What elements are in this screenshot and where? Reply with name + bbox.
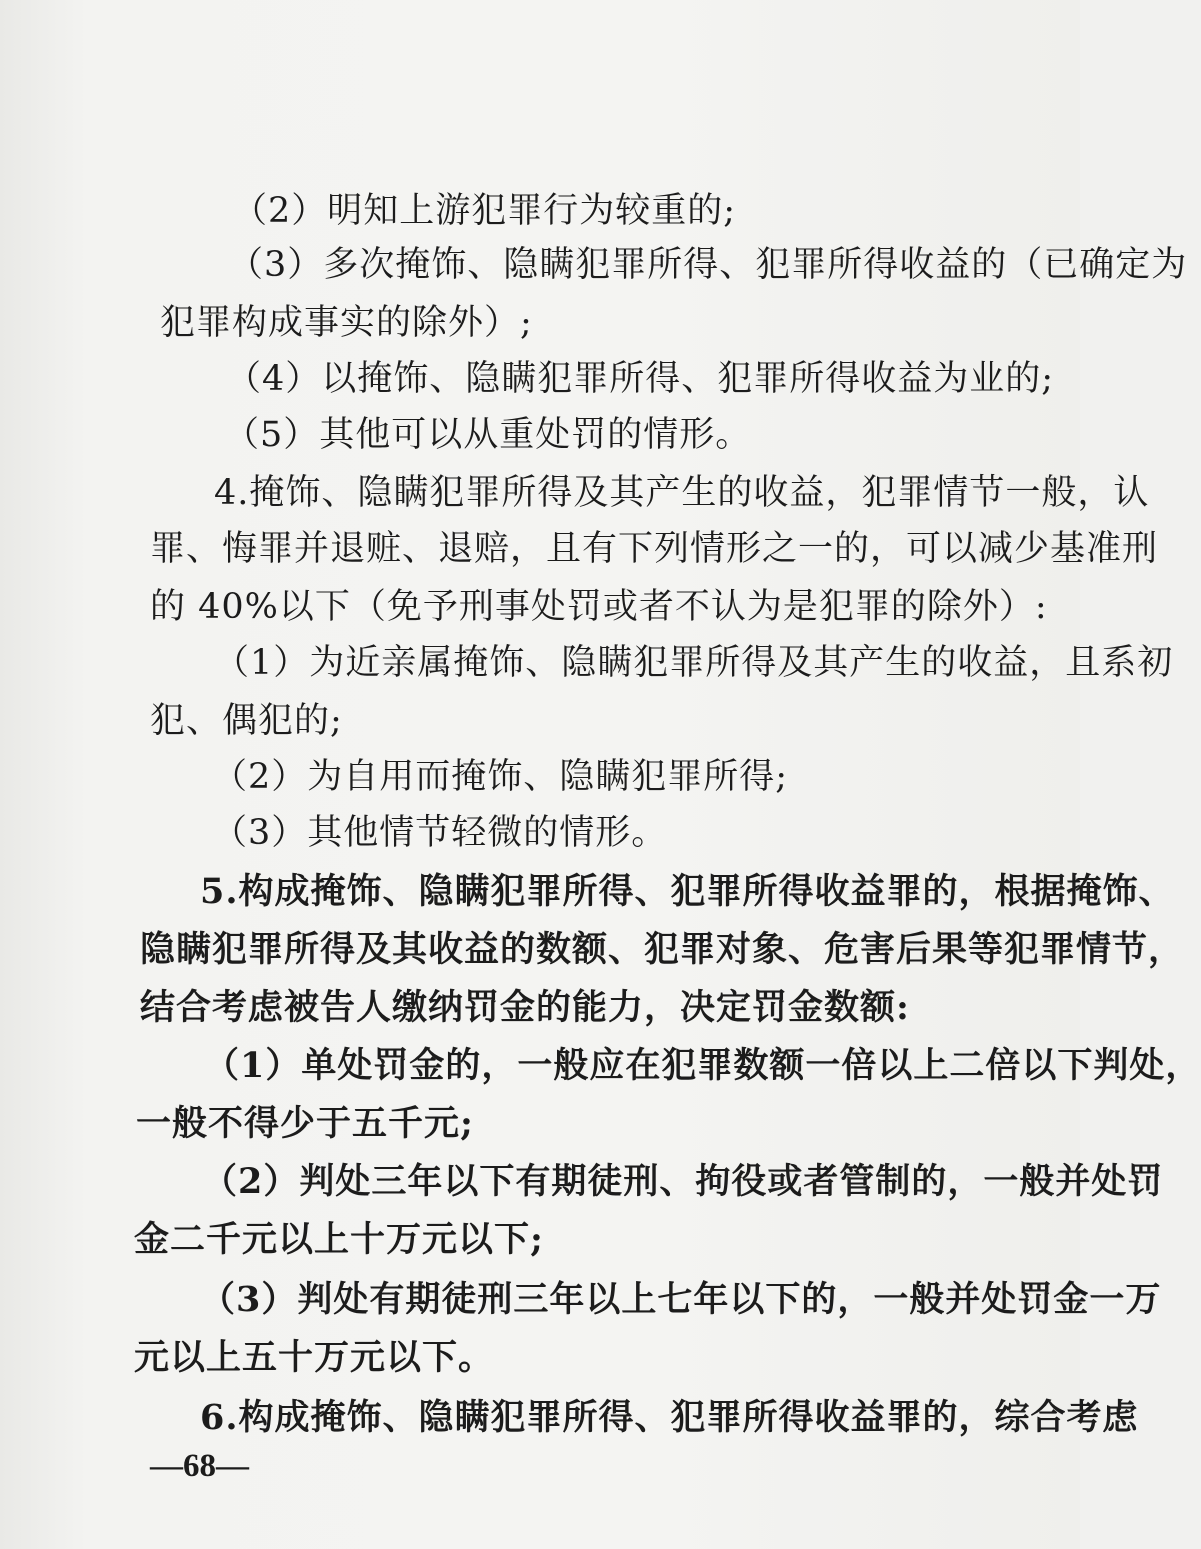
text-line-14: 隐瞒犯罪所得及其收益的数额、犯罪对象、危害后果等犯罪情节， [140, 929, 1185, 970]
text-line-7: 罪、悔罪并退赃、退赔，且有下列情形之一的，可以减少基准刑 [150, 529, 1159, 569]
text-line-13: 5.构成掩饰、隐瞒犯罪所得、犯罪所得收益罪的，根据掩饰、 [200, 871, 1175, 912]
text-line-18: （2）判处三年以下有期徒刑、拘役或者管制的，一般并处罚 [202, 1161, 1164, 1202]
text-line-19: 金二千元以上十万元以下; [134, 1219, 544, 1260]
text-line-6: 4.掩饰、隐瞒犯罪所得及其产生的收益，犯罪情节一般，认 [214, 473, 1150, 513]
text-line-17: 一般不得少于五千元; [136, 1103, 474, 1144]
page-number: —68— [150, 1448, 249, 1484]
text-line-20: （3）判处有期徒刑三年以上七年以下的，一般并处罚金一万 [200, 1279, 1162, 1320]
text-line-8: 的 40%以下（免予刑事处罚或者不认为是犯罪的除外）: [150, 587, 1048, 627]
text-line-5: （5）其他可以从重处罚的情形。 [224, 415, 752, 455]
text-line-11: （2）为自用而掩饰、隐瞒犯罪所得; [212, 757, 789, 797]
text-line-2: （3）多次掩饰、隐瞒犯罪所得、犯罪所得收益的（已确定为 [228, 245, 1188, 285]
text-line-9: （1）为近亲属掩饰、隐瞒犯罪所得及其产生的收益，且系初 [214, 643, 1174, 683]
text-line-21: 元以上五十万元以下。 [134, 1337, 495, 1378]
text-line-15: 结合考虑被告人缴纳罚金的能力，决定罚金数额: [140, 987, 910, 1028]
text-line-3: 犯罪构成事实的除外）; [160, 303, 533, 343]
text-line-12: （3）其他情节轻微的情形。 [212, 813, 668, 853]
text-line-22: 6.构成掩饰、隐瞒犯罪所得、犯罪所得收益罪的，综合考虑 [200, 1397, 1139, 1438]
text-line-1: （2）明知上游犯罪行为较重的; [232, 191, 737, 231]
text-line-10: 犯、偶犯的; [150, 701, 343, 741]
text-line-16: （1）单处罚金的，一般应在犯罪数额一倍以上二倍以下判处， [204, 1045, 1201, 1086]
text-line-4: （4）以掩饰、隐瞒犯罪所得、犯罪所得收益为业的; [226, 359, 1055, 399]
